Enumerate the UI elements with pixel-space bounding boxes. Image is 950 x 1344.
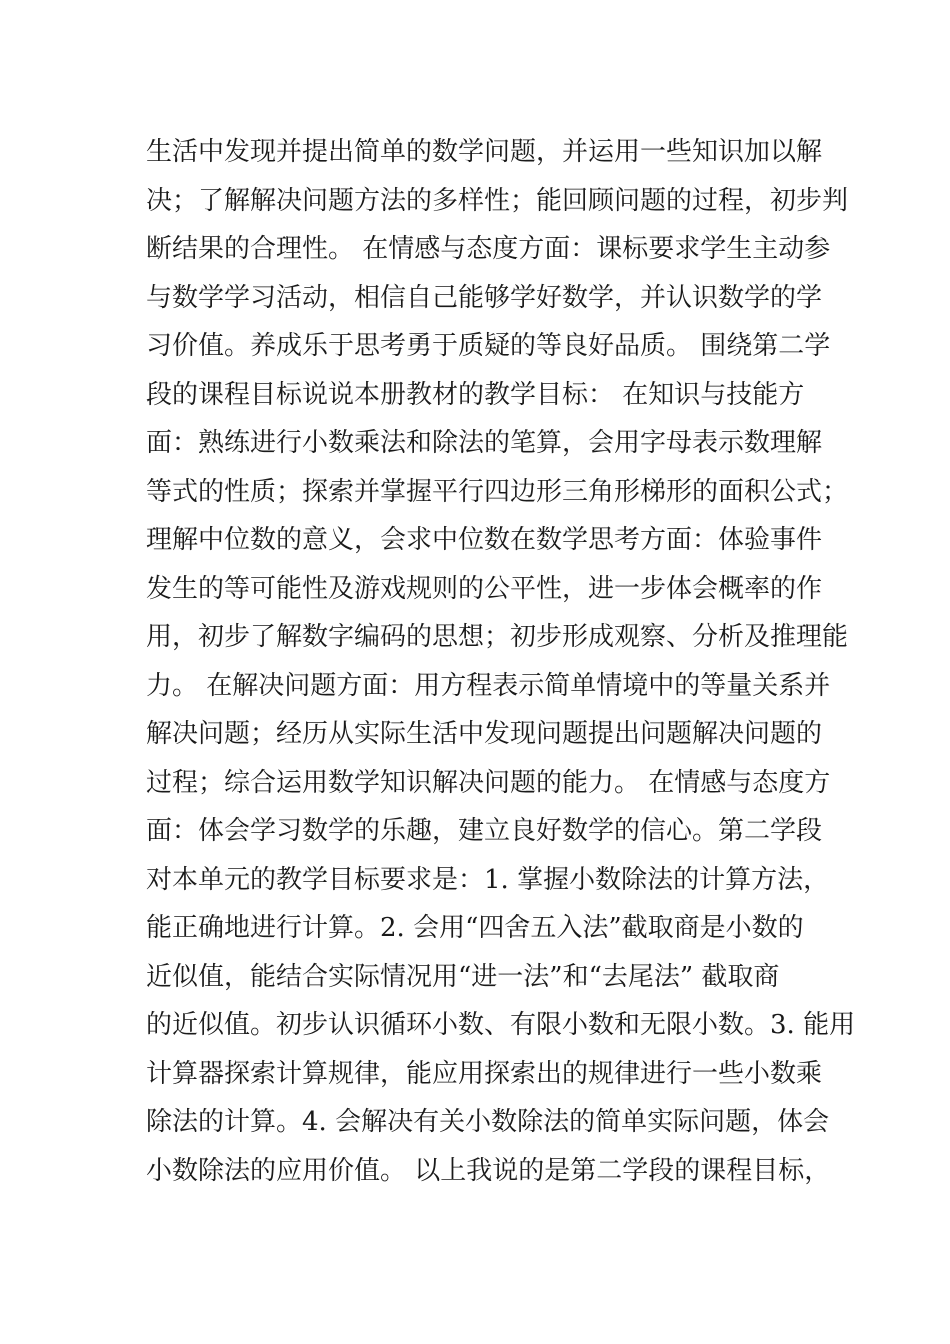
text-line: 的近似值。初步认识循环小数、有限小数和无限小数。3. 能用 bbox=[146, 1010, 856, 1040]
text-line: 小数除法的应用价值。 以上我说的是第二学段的课程目标， bbox=[146, 1155, 831, 1186]
text-line: 习价值。养成乐于思考勇于质疑的等良好品质。 围绕第二学 bbox=[146, 331, 831, 361]
text-line: 段的课程目标说说本册教材的教学目标： 在知识与技能方 bbox=[146, 379, 805, 410]
text-line: 能正确地进行计算。2. 会用“四舍五入法”截取商是小数的 bbox=[146, 913, 804, 943]
text-line: 解决问题；经历从实际生活中发现问题提出问题解决问题的 bbox=[146, 719, 823, 749]
body-text bbox=[146, 128, 856, 1195]
text-line: 除法的计算。4. 会解决有关小数除法的简单实际问题，体会 bbox=[146, 1107, 830, 1137]
text-line: 对本单元的教学目标要求是：1. 掌握小数除法的计算方法， bbox=[146, 864, 830, 895]
text-line: 用，初步了解数字编码的思想；初步形成观察、分析及推理能 bbox=[146, 622, 849, 652]
text-line: 过程；综合运用数学知识解决问题的能力。 在情感与态度方 bbox=[146, 767, 831, 798]
text-line: 与数学学习活动，相信自己能够学好数学，并认识数学的学 bbox=[146, 282, 823, 313]
text-line: 计算器探索计算规律，能应用探索出的规律进行一些小数乘 bbox=[146, 1058, 823, 1089]
text-line: 发生的等可能性及游戏规则的公平性，进一步体会概率的作 bbox=[146, 573, 823, 604]
text-line: 近似值，能结合实际情况用“进一法”和“去尾法” 截取商 bbox=[146, 961, 780, 992]
text-line: 决；了解解决问题方法的多样性；能回顾问题的过程，初步判 bbox=[146, 185, 849, 216]
text-line: 面：体会学习数学的乐趣，建立良好数学的信心。第二学段 bbox=[146, 816, 823, 846]
text-line: 面：熟练进行小数乘法和除法的笔算，会用字母表示数理解 bbox=[146, 428, 823, 458]
text-line: 生活中发现并提出简单的数学问题，并运用一些知识加以解 bbox=[146, 137, 823, 167]
text-line: 断结果的合理性。 在情感与态度方面：课标要求学生主动参 bbox=[146, 234, 831, 264]
text-line: 理解中位数的意义，会求中位数在数学思考方面：体验事件 bbox=[146, 525, 823, 555]
text-line: 力。 在解决问题方面：用方程表示简单情境中的等量关系并 bbox=[146, 670, 831, 701]
text-line: 等式的性质；探索并掌握平行四边形三角形梯形的面积公式； bbox=[146, 476, 849, 507]
